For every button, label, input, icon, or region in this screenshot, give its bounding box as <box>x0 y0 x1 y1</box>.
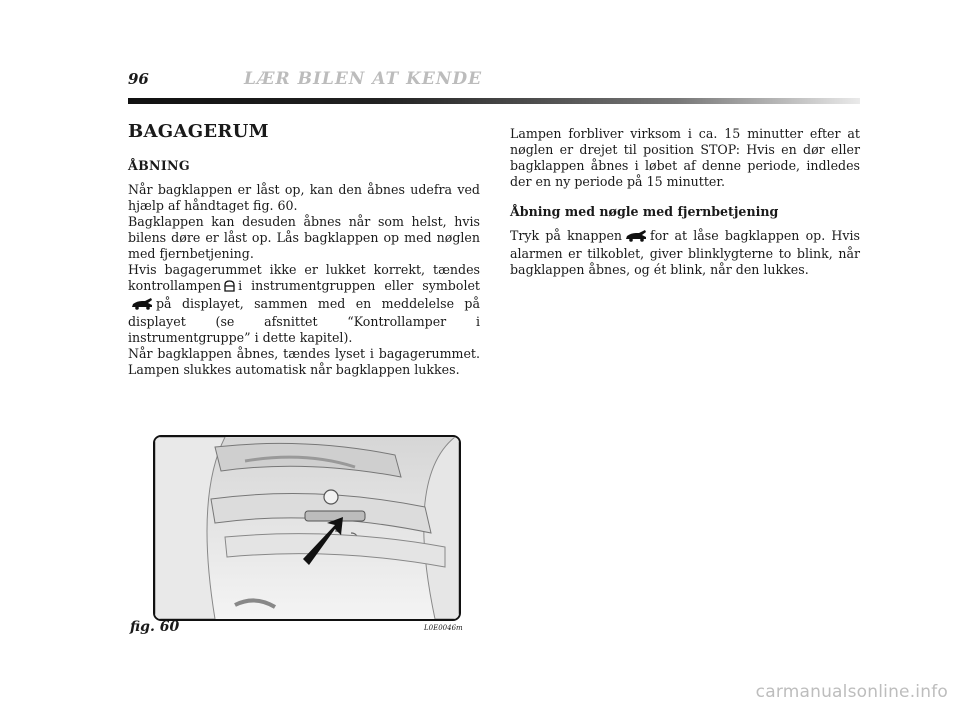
section-title: BAGAGERUM <box>128 121 269 142</box>
trunk-warning-icon <box>224 280 235 296</box>
watermark: carmanualsonline.info <box>755 682 948 702</box>
car-open-trunk-icon <box>131 298 153 314</box>
right-paragraph-2-part-a: Tryk på knappen <box>510 228 623 243</box>
figure-caption: fig. 60 <box>130 619 180 635</box>
left-column <box>128 121 480 378</box>
right-paragraph-2-part-b: for at låse bagklappen op. Hvis alarmen er tilkoblet, giver blinklygterne to blink, når bagklappen åbnes, og ét blink, når den lukkes. <box>510 228 860 277</box>
tailgate-figure <box>153 435 461 621</box>
car-open-trunk-icon <box>625 230 647 246</box>
right-paragraph-2 <box>510 228 860 278</box>
header-rule <box>128 98 860 104</box>
running-title: LÆR BILEN AT KENDE <box>244 69 483 89</box>
section-subtitle: ÅBNING <box>128 158 190 173</box>
right-paragraph-1: Lampen forbliver virksom i ca. 15 minutter efter at nøglen er drejet til position STOP: Hvis en dør eller bagklappen åbnes i løbet af denne periode, indledes der en ny periode på 15 minutter. <box>510 126 860 189</box>
paragraph-1: Når bagklappen er låst op, kan den åbnes udefra ved hjælp af håndtaget fig. 60. <box>128 182 480 213</box>
paragraph-4: Når bagklappen åbnes, tændes lyset i bagagerummet. Lampen slukkes automatisk når bagklappen lukkes. <box>128 346 480 377</box>
tailgate-illustration <box>155 437 459 619</box>
paragraph-3-part-b: i instrumentgruppen eller symbolet <box>238 278 480 293</box>
paragraph-3-part-c: på displayet, sammen med en meddelelse på displayet (se afsnittet “Kontrollamper i instrumentgruppe” i dette kapitel). <box>128 296 480 345</box>
paragraph-2: Bagklappen kan desuden åbnes når som helst, hvis bilens døre er låst op. Lås bagklappen op med nøglen med fjernbetjening. <box>128 214 480 261</box>
paragraph-3 <box>128 262 480 346</box>
paragraph-3-part-a: Hvis bagagerummet ikke er lukket korrekt, tændes kontrollampen <box>128 262 480 293</box>
figure-code: L0E0046m <box>424 624 463 632</box>
right-column <box>510 126 860 278</box>
remote-key-heading: Åbning med nøgle med fjernbetjening <box>510 204 779 219</box>
page-number: 96 <box>128 70 149 88</box>
